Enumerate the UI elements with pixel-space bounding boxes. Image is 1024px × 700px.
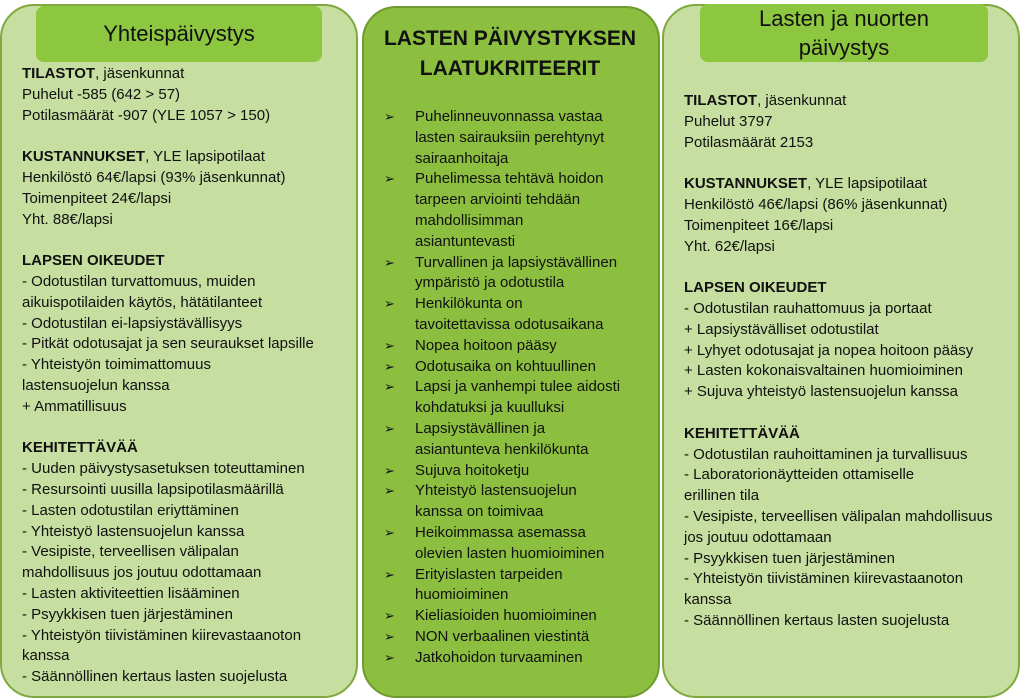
- line-text: jos joutuu odottamaan: [684, 528, 832, 546]
- criteria-text-line: Nopea hoitoon pääsy: [415, 336, 557, 354]
- text-line: [684, 133, 1014, 154]
- text-line: [22, 147, 352, 168]
- left-header-label: Yhteispäivystys: [103, 21, 255, 46]
- text-line: [22, 480, 352, 501]
- criteria-text-line: mahdollisimman: [415, 211, 524, 229]
- section-heading: KUSTANNUKSET: [22, 148, 146, 166]
- arrow-bullet-icon: ➢: [384, 524, 395, 540]
- arrow-bullet-icon: ➢: [384, 628, 395, 644]
- line-text: + Lyhyet odotusajat ja nopea hoitoon pääsy: [684, 341, 974, 359]
- criteria-item: [384, 377, 654, 419]
- line-text: - Psyykkisen tuen järjestäminen: [684, 549, 895, 567]
- text-line: [684, 382, 1014, 403]
- arrow-bullet-icon: ➢: [384, 566, 395, 582]
- spacer: [22, 230, 352, 251]
- criteria-item: [384, 627, 654, 648]
- text-line: [684, 611, 1014, 632]
- line-text: - Yhteistyön tiivistäminen kiirevastaanoton: [684, 570, 964, 588]
- line-text: , YLE lapsipotilaat: [145, 148, 265, 166]
- line-text: Potilasmäärät 2153: [684, 133, 814, 151]
- text-line: [22, 542, 352, 563]
- text-line: [22, 334, 352, 355]
- line-text: Yht. 62€/lapsi: [684, 237, 775, 255]
- text-line: [684, 216, 1014, 237]
- line-text: - Uuden päivystysasetuksen toteuttaminen: [22, 460, 305, 478]
- criteria-text-line: ympäristö ja odotustila: [415, 274, 565, 292]
- line-text: - Odotustilan rauhattomuus ja portaat: [684, 299, 932, 317]
- criteria-list: [384, 107, 654, 669]
- text-line: [22, 64, 352, 85]
- criteria-text-line: Lapsi ja vanhempi tulee aidosti: [415, 378, 621, 396]
- text-line: [22, 438, 352, 459]
- spacer: [22, 126, 352, 147]
- criteria-text-line: asiantuntevasti: [415, 232, 516, 250]
- arrow-bullet-icon: ➢: [384, 379, 395, 395]
- criteria-text-line: lasten sairauksiin perehtynyt: [415, 128, 605, 146]
- text-line: [22, 251, 352, 272]
- center-title-line2: LAATUKRITEERIT: [419, 57, 601, 80]
- criteria-item: [384, 294, 654, 336]
- line-text: Toimenpiteet 24€/lapsi: [22, 189, 172, 207]
- line-text: kanssa: [684, 591, 732, 609]
- text-line: [22, 293, 352, 314]
- section-heading: TILASTOT: [22, 65, 96, 82]
- arrow-bullet-icon: ➢: [384, 171, 395, 187]
- text-line: [22, 646, 352, 667]
- text-line: [22, 314, 352, 335]
- criteria-text-line: Erityislasten tarpeiden: [415, 565, 563, 583]
- line-text: - Odotustilan rauhoittaminen ja turvallisuus: [684, 445, 968, 463]
- text-line: [22, 168, 352, 189]
- text-line: [684, 320, 1014, 341]
- criteria-item: [384, 565, 654, 607]
- arrow-bullet-icon: ➢: [384, 109, 395, 124]
- arrow-bullet-icon: ➢: [384, 483, 395, 499]
- criteria-item: [384, 606, 654, 627]
- section-heading: KEHITETTÄVÄÄ: [22, 439, 138, 457]
- text-line: [22, 667, 352, 688]
- line-text: , jäsenkunnat: [95, 65, 185, 82]
- criteria-text-line: asiantunteva henkilökunta: [415, 440, 589, 458]
- line-text: lastensuojelun kanssa: [22, 376, 170, 394]
- text-line: [22, 605, 352, 626]
- line-text: - Lasten aktiviteettien lisääminen: [22, 584, 240, 602]
- arrow-bullet-icon: ➢: [384, 358, 395, 374]
- line-text: , YLE lapsipotilaat: [807, 175, 927, 193]
- criteria-text-line: Heikoimmassa asemassa: [415, 523, 586, 541]
- arrow-bullet-icon: ➢: [384, 420, 395, 436]
- text-line: [684, 424, 1014, 445]
- text-line: [22, 106, 352, 127]
- text-line: [22, 85, 352, 106]
- line-text: - Odotustilan ei-lapsiystävällisyys: [22, 314, 243, 332]
- section-heading: LAPSEN OIKEUDET: [22, 252, 165, 270]
- criteria-text-line: kanssa on toimivaa: [415, 503, 544, 521]
- section-heading: KUSTANNUKSET: [684, 175, 808, 193]
- text-line: [684, 486, 1014, 507]
- text-line: [22, 459, 352, 480]
- spacer: [684, 153, 1014, 174]
- text-line: [684, 195, 1014, 216]
- right-header: [700, 4, 988, 62]
- criteria-text-line: huomioiminen: [415, 586, 509, 604]
- text-line: [22, 563, 352, 584]
- criteria-text-line: Sujuva hoitoketju: [415, 461, 530, 479]
- spacer: [684, 403, 1014, 424]
- criteria-item: [384, 357, 654, 378]
- line-text: Toimenpiteet 16€/lapsi: [684, 216, 834, 234]
- criteria-text-line: olevien lasten huomioiminen: [415, 544, 605, 562]
- line-text: - Yhteistyön toimimattomuus: [22, 356, 211, 374]
- line-text: , jäsenkunnat: [757, 92, 847, 109]
- text-line: [22, 272, 352, 293]
- criteria-text-line: tavoitettavissa odotusaikana: [415, 315, 604, 333]
- line-text: - Lasten odotustilan eriyttäminen: [22, 501, 239, 519]
- line-text: aikuispotilaiden käytös, hätätilanteet: [22, 293, 263, 311]
- right-column-text: [684, 91, 1014, 632]
- arrow-bullet-icon: ➢: [384, 296, 395, 312]
- criteria-item: [384, 648, 654, 669]
- line-text: kanssa: [22, 647, 70, 665]
- right-header-line2: päivystys: [798, 35, 890, 60]
- section-heading: LAPSEN OIKEUDET: [684, 279, 827, 297]
- arrow-bullet-icon: ➢: [384, 462, 395, 478]
- left-column-text: [22, 64, 352, 688]
- criteria-text-line: Odotusaika on kohtuullinen: [415, 357, 596, 375]
- line-text: + Lapsiystävälliset odotustilat: [684, 320, 879, 338]
- arrow-bullet-icon: ➢: [384, 337, 395, 353]
- line-text: mahdollisuus jos joutuu odottamaan: [22, 564, 262, 582]
- criteria-text-line: Turvallinen ja lapsiystävällinen: [415, 253, 618, 271]
- text-line: [684, 569, 1014, 590]
- text-line: [684, 278, 1014, 299]
- text-line: [684, 549, 1014, 570]
- line-text: + Sujuva yhteistyö lastensuojelun kanssa: [684, 383, 958, 401]
- line-text: - Yhteistyön tiivistäminen kiirevastaanoton: [22, 626, 302, 644]
- text-line: [684, 112, 1014, 133]
- criteria-text-line: Kieliasioiden huomioiminen: [415, 607, 597, 625]
- line-text: Puhelut 3797: [684, 112, 773, 130]
- text-line: [684, 507, 1014, 528]
- line-text: Potilasmäärät -907 (YLE 1057 > 150): [22, 106, 271, 124]
- criteria-item: [384, 253, 654, 295]
- line-text: Yht. 88€/lapsi: [22, 210, 113, 228]
- criteria-item: [384, 523, 654, 565]
- criteria-text-line: Lapsiystävällinen ja: [415, 419, 546, 437]
- center-title-line1: LASTEN PÄIVYSTYKSEN: [383, 27, 637, 50]
- criteria-text-line: Puhelinneuvonnassa vastaa: [415, 108, 603, 125]
- line-text: - Vesipiste, terveellisen välipalan mahdollisuus: [684, 507, 993, 525]
- line-text: - Odotustilan turvattomuus, muiden: [22, 272, 256, 290]
- line-text: Henkilöstö 46€/lapsi (86% jäsenkunnat): [684, 195, 948, 213]
- text-line: [684, 361, 1014, 382]
- criteria-text-line: NON verbaalinen viestintä: [415, 627, 590, 645]
- text-line: [684, 445, 1014, 466]
- text-line: [684, 341, 1014, 362]
- text-line: [684, 528, 1014, 549]
- section-heading: TILASTOT: [684, 92, 758, 109]
- text-line: [684, 174, 1014, 195]
- line-text: erillinen tila: [684, 487, 760, 505]
- arrow-bullet-icon: ➢: [384, 254, 395, 270]
- criteria-text-line: Jatkohoidon turvaaminen: [415, 648, 583, 666]
- text-line: [22, 522, 352, 543]
- text-line: [22, 584, 352, 605]
- line-text: + Lasten kokonaisvaltainen huomioiminen: [684, 362, 963, 380]
- criteria-text-line: tarpeen arviointi tehdään: [415, 191, 581, 209]
- text-line: [22, 376, 352, 397]
- spacer: [684, 257, 1014, 278]
- text-line: [684, 590, 1014, 611]
- center-title: [368, 24, 652, 84]
- text-line: [684, 237, 1014, 258]
- criteria-text-line: Puhelimessa tehtävä hoidon: [415, 170, 604, 188]
- criteria-text-line: Yhteistyö lastensuojelun: [415, 482, 577, 500]
- criteria-item: [384, 461, 654, 482]
- spacer: [22, 418, 352, 439]
- line-text: - Laboratorionäytteiden ottamiselle: [684, 466, 915, 484]
- line-text: - Säännöllinen kertaus lasten suojelusta: [22, 668, 288, 686]
- line-text: - Säännöllinen kertaus lasten suojelusta: [684, 611, 950, 629]
- criteria-item: [384, 107, 654, 169]
- text-line: [684, 465, 1014, 486]
- section-heading: KEHITETTÄVÄÄ: [684, 424, 800, 442]
- text-line: [684, 91, 1014, 112]
- left-header: [36, 6, 322, 62]
- line-text: - Pitkät odotusajat ja sen seuraukset lapsille: [22, 335, 314, 353]
- line-text: + Ammatillisuus: [22, 397, 127, 415]
- criteria-text-line: kohdatuksi ja kuulluksi: [415, 399, 565, 417]
- text-line: [684, 299, 1014, 320]
- text-line: [22, 397, 352, 418]
- line-text: - Resursointi uusilla lapsipotilasmäärillä: [22, 480, 284, 498]
- text-line: [22, 189, 352, 210]
- criteria-item: [384, 169, 654, 252]
- criteria-item: [384, 336, 654, 357]
- criteria-item: [384, 481, 654, 523]
- line-text: Puhelut -585 (642 > 57): [22, 85, 181, 103]
- arrow-bullet-icon: ➢: [384, 608, 395, 624]
- criteria-text-line: sairaanhoitaja: [415, 149, 509, 167]
- right-header-line1: Lasten ja nuorten: [758, 6, 930, 31]
- line-text: - Yhteistyö lastensuojelun kanssa: [22, 522, 245, 540]
- criteria-item: [384, 419, 654, 461]
- line-text: Henkilöstö 64€/lapsi (93% jäsenkunnat): [22, 168, 286, 186]
- criteria-text-line: Henkilökunta on: [415, 295, 523, 313]
- line-text: - Psyykkisen tuen järjestäminen: [22, 605, 233, 623]
- text-line: [22, 501, 352, 522]
- text-line: [22, 626, 352, 647]
- text-line: [22, 210, 352, 231]
- arrow-bullet-icon: ➢: [384, 649, 395, 665]
- text-line: [22, 355, 352, 376]
- line-text: - Vesipiste, terveellisen välipalan: [22, 543, 239, 561]
